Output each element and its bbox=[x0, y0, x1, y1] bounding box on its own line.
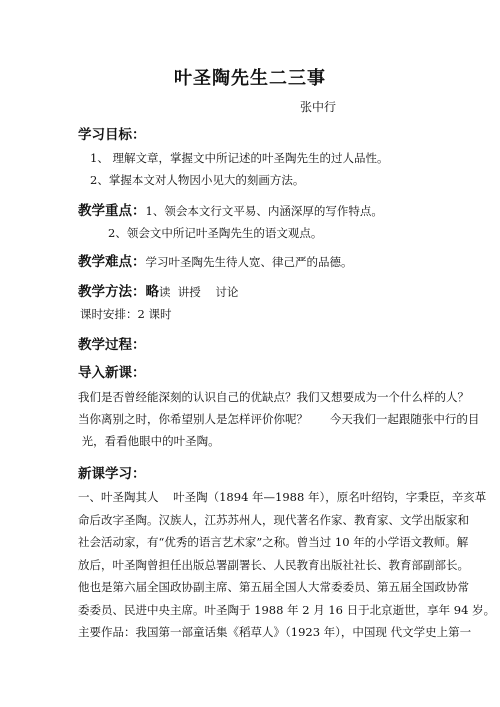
objectives-heading: 学习目标： bbox=[78, 127, 146, 143]
intro-line: 我们是否曾经能深刻的认识自己的优缺点？我们又想要成为一个什么样的人？ bbox=[78, 390, 469, 404]
lesson-line: 命后改字圣陶。汉族人，江苏苏州人，现代著名作家、教育家、文学出版家和 bbox=[78, 512, 469, 527]
new-lesson-paragraph bbox=[78, 486, 496, 644]
intro-paragraph bbox=[78, 386, 480, 452]
lesson-line: 委委员、民进中央主席。叶圣陶于 1988 年 2 月 16 日于北京逝世，享年 94 岁。 bbox=[78, 602, 496, 617]
method-heading: 教学方法： bbox=[78, 284, 146, 300]
lesson-line: 放后，叶圣陶曾担任出版总署副署长、人民教育出版社社长、教育部副部长。 bbox=[78, 557, 469, 572]
lesson-line: 一、叶圣陶其人 叶圣陶（1894 年—1988 年），原名叶绍钧，字秉臣，辛亥革 bbox=[78, 490, 487, 504]
intro-heading: 导入新课： bbox=[78, 365, 146, 381]
objective-item-1: 1、 理解文章，掌握文中所记述的叶圣陶先生的过人品性。 bbox=[90, 151, 389, 165]
method-text: 读 讲授 讨论 bbox=[159, 285, 239, 299]
process-heading: 教学过程： bbox=[78, 337, 146, 353]
document-title: 叶圣陶先生二三事 bbox=[174, 68, 326, 89]
schedule-text: 课时安排：2 课时 bbox=[80, 307, 172, 321]
intro-line: 光，看看他眼中的叶圣陶。 bbox=[78, 434, 220, 448]
method-row bbox=[78, 280, 238, 300]
difficulty-text: 学习叶圣陶先生待人宽、律己严的品德。 bbox=[145, 255, 353, 269]
objective-item-2: 2、掌握本文对人物因小见大的刻画方法。 bbox=[90, 173, 305, 187]
difficulty-heading: 教学难点： bbox=[78, 254, 146, 270]
new-lesson-heading: 新课学习： bbox=[78, 466, 146, 482]
key-points-row bbox=[78, 199, 383, 219]
intro-line: 当你离别之时，你希望别人是怎样评价你呢？ 今天我们一起跟随张中行的目 bbox=[78, 412, 480, 426]
lesson-line: 他也是第六届全国政协副主席、第五届全国人大常委委员、第五届全国政协常 bbox=[78, 580, 469, 594]
lesson-line: 主要作品：我国第一部童话集《稻草人》（1923 年），中国现 代文学史上第一 bbox=[78, 625, 472, 639]
lesson-line: 社会活动家，有“优秀的语言艺术家”之称。曾当过 10 年的小学语文教师。解 bbox=[78, 535, 469, 549]
method-bold-char: 略 bbox=[145, 284, 159, 300]
key-point-item-1: 1、领会本文行文平易、内涵深厚的写作特点。 bbox=[145, 204, 383, 218]
key-point-item-2: 2、领会文中所记叶圣陶先生的语文观点。 bbox=[108, 226, 323, 240]
difficulty-row bbox=[78, 250, 353, 270]
key-points-heading: 教学重点： bbox=[78, 203, 146, 219]
author-name: 张中行 bbox=[300, 100, 337, 114]
